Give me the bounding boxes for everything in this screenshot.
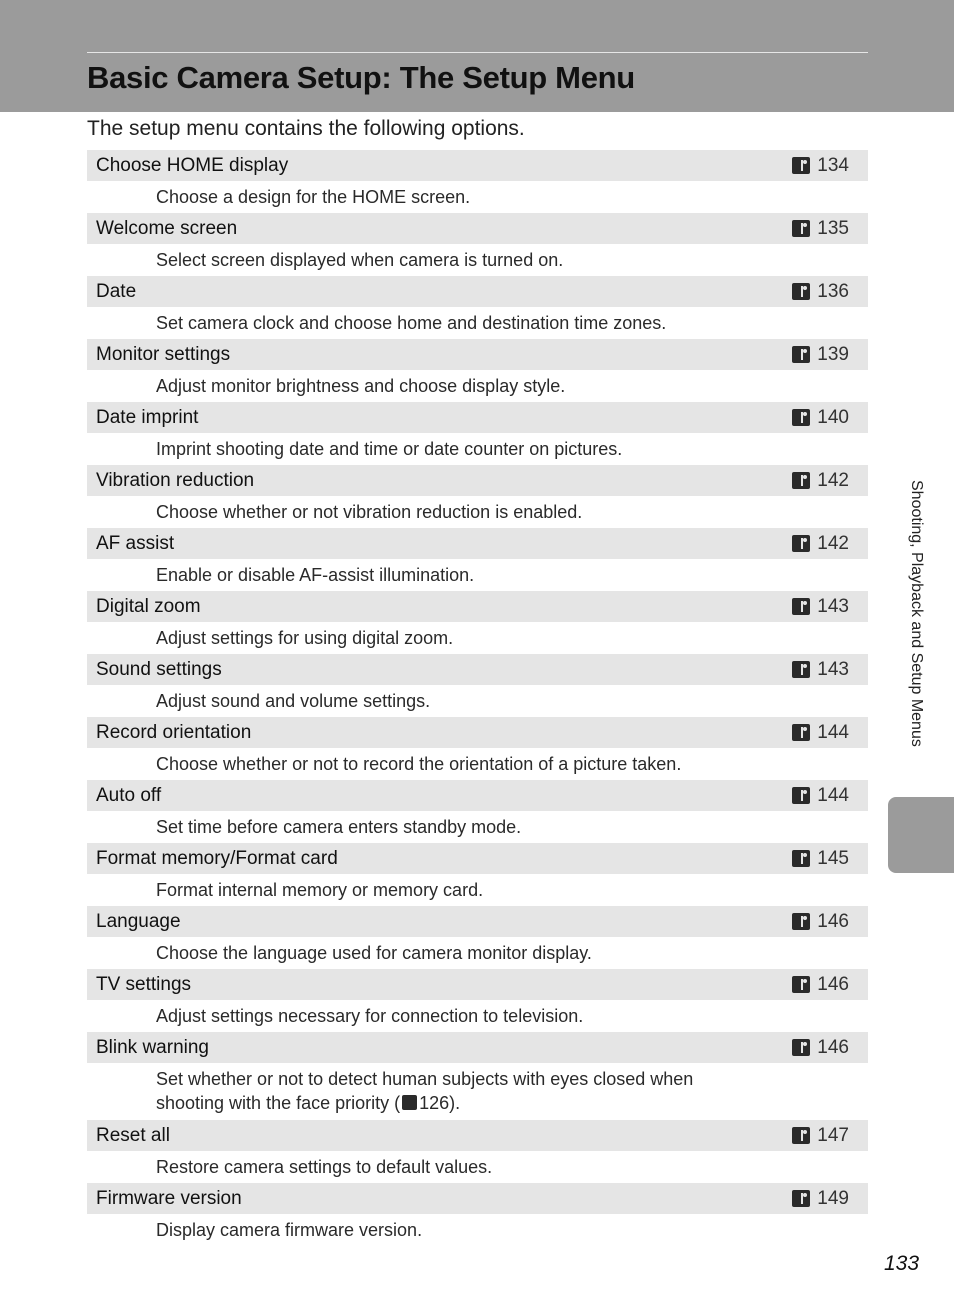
item-bar (87, 213, 868, 244)
item-bar (87, 591, 868, 622)
page-reference-icon (792, 1190, 810, 1207)
item-bar (87, 339, 868, 370)
item-ref-number: 135 (817, 218, 849, 239)
item-ref-number: 146 (817, 974, 849, 995)
intro-text: The setup menu contains the following options. (87, 117, 525, 140)
item-page-ref (792, 1120, 849, 1151)
item-name: Blink warning (96, 1037, 209, 1058)
page-reference-icon (792, 724, 810, 741)
item-description: Imprint shooting date and time or date counter on pictures. (156, 439, 623, 459)
list-item (87, 276, 868, 339)
item-page-ref (792, 339, 849, 370)
item-name: Welcome screen (96, 218, 238, 239)
list-item (87, 969, 868, 1032)
item-description: Adjust settings necessary for connection to television. (156, 1006, 584, 1026)
item-description: Choose the language used for camera monitor display. (156, 943, 592, 963)
item-description: Select screen displayed when camera is turned on. (156, 250, 564, 270)
list-item (87, 780, 868, 843)
item-name: Digital zoom (96, 596, 201, 617)
item-name: Vibration reduction (96, 470, 255, 491)
item-name: Record orientation (96, 722, 252, 743)
list-item (87, 339, 868, 402)
page-reference-icon (792, 1127, 810, 1144)
item-ref-number: 142 (817, 470, 849, 491)
item-description: Set time before camera enters standby mode. (156, 817, 522, 837)
item-bar (87, 465, 868, 496)
page-reference-icon (792, 598, 810, 615)
item-description: Adjust sound and volume settings. (156, 691, 431, 711)
page-reference-icon (792, 787, 810, 804)
item-page-ref (792, 528, 849, 559)
item-name: TV settings (96, 974, 192, 995)
item-description: Format internal memory or memory card. (156, 880, 484, 900)
item-description: Display camera firmware version. (156, 1220, 423, 1240)
item-ref-number: 144 (817, 785, 849, 806)
header-rule (87, 52, 868, 53)
description-line-2-prefix: shooting with the face priority ( (156, 1093, 401, 1113)
item-ref-number: 146 (817, 1037, 849, 1058)
item-description: Choose a design for the HOME screen. (156, 187, 471, 207)
item-bar (87, 906, 868, 937)
page-reference-icon (792, 283, 810, 300)
page-reference-icon (792, 220, 810, 237)
page-reference-icon (792, 157, 810, 174)
list-item (87, 906, 868, 969)
item-bar (87, 1183, 868, 1214)
item-page-ref (792, 843, 849, 874)
item-ref-number: 134 (817, 155, 849, 176)
page-reference-icon (792, 913, 810, 930)
page-reference-icon (792, 346, 810, 363)
item-page-ref (792, 150, 849, 181)
list-item (87, 591, 868, 654)
item-name: Choose HOME display (96, 155, 289, 176)
item-page-ref (792, 906, 849, 937)
item-bar (87, 150, 868, 181)
item-description: Restore camera settings to default values. (156, 1157, 493, 1177)
item-page-ref (792, 717, 849, 748)
item-bar (87, 1032, 868, 1063)
item-ref-number: 146 (817, 911, 849, 932)
page-reference-icon (792, 976, 810, 993)
item-ref-number: 139 (817, 344, 849, 365)
list-item (87, 213, 868, 276)
item-ref-number: 143 (817, 659, 849, 680)
item-page-ref (792, 1032, 849, 1063)
page-reference-icon (792, 661, 810, 678)
item-bar (87, 969, 868, 1000)
page-reference-icon (792, 409, 810, 426)
item-ref-number: 144 (817, 722, 849, 743)
page-reference-icon (402, 1095, 417, 1110)
list-item (87, 1183, 868, 1246)
item-page-ref (792, 969, 849, 1000)
item-page-ref (792, 402, 849, 433)
item-page-ref (792, 465, 849, 496)
page-title: Basic Camera Setup: The Setup Menu (87, 60, 635, 95)
description-line-2-ref: 126 (419, 1093, 450, 1113)
item-description: Set camera clock and choose home and destination time zones. (156, 313, 667, 333)
item-description: Enable or disable AF-assist illumination. (156, 565, 475, 585)
item-bar (87, 276, 868, 307)
item-bar (87, 780, 868, 811)
item-name: AF assist (96, 533, 175, 554)
item-description: Adjust settings for using digital zoom. (156, 628, 454, 648)
page-number: 133 (884, 1252, 920, 1275)
item-bar (87, 402, 868, 433)
item-name: Firmware version (96, 1188, 242, 1209)
item-description: Adjust monitor brightness and choose display style. (156, 376, 566, 396)
item-page-ref (792, 1183, 849, 1214)
item-name: Reset all (96, 1125, 170, 1146)
item-name: Format memory/Format card (96, 848, 338, 869)
item-ref-number: 140 (817, 407, 849, 428)
item-bar (87, 1120, 868, 1151)
item-description (87, 1063, 868, 1120)
list-item (87, 465, 868, 528)
section-side-label: Shooting, Playback and Setup Menus (908, 480, 925, 747)
setup-menu-list (87, 150, 868, 1246)
item-ref-number: 145 (817, 848, 849, 869)
item-ref-number: 147 (817, 1125, 849, 1146)
page-reference-icon (792, 850, 810, 867)
item-bar (87, 528, 868, 559)
item-name: Sound settings (96, 659, 222, 680)
list-item (87, 402, 868, 465)
item-ref-number: 143 (817, 596, 849, 617)
page-reference-icon (792, 1039, 810, 1056)
item-description: Choose whether or not vibration reduction is enabled. (156, 502, 583, 522)
item-bar (87, 843, 868, 874)
list-item (87, 150, 868, 213)
item-page-ref (792, 591, 849, 622)
item-page-ref (792, 780, 849, 811)
item-name: Date imprint (96, 407, 199, 428)
item-page-ref (792, 276, 849, 307)
item-bar (87, 654, 868, 685)
item-name: Date (96, 281, 137, 302)
list-item (87, 654, 868, 717)
list-item (87, 1032, 868, 1120)
list-item (87, 528, 868, 591)
item-page-ref (792, 213, 849, 244)
description-line-1: Set whether or not to detect human subjects with eyes closed when (156, 1069, 694, 1089)
item-description: Choose whether or not to record the orientation of a picture taken. (156, 754, 682, 774)
item-ref-number: 149 (817, 1188, 849, 1209)
page-reference-icon (792, 472, 810, 489)
item-bar (87, 717, 868, 748)
item-ref-number: 136 (817, 281, 849, 302)
page-reference-icon (792, 535, 810, 552)
list-item (87, 843, 868, 906)
item-ref-number: 142 (817, 533, 849, 554)
description-line-2-suffix: ). (449, 1093, 461, 1113)
item-page-ref (792, 654, 849, 685)
list-item (87, 1120, 868, 1183)
section-side-tab (888, 797, 954, 873)
item-name: Auto off (96, 785, 162, 806)
item-name: Monitor settings (96, 344, 231, 365)
item-name: Language (96, 911, 181, 932)
list-item (87, 717, 868, 780)
